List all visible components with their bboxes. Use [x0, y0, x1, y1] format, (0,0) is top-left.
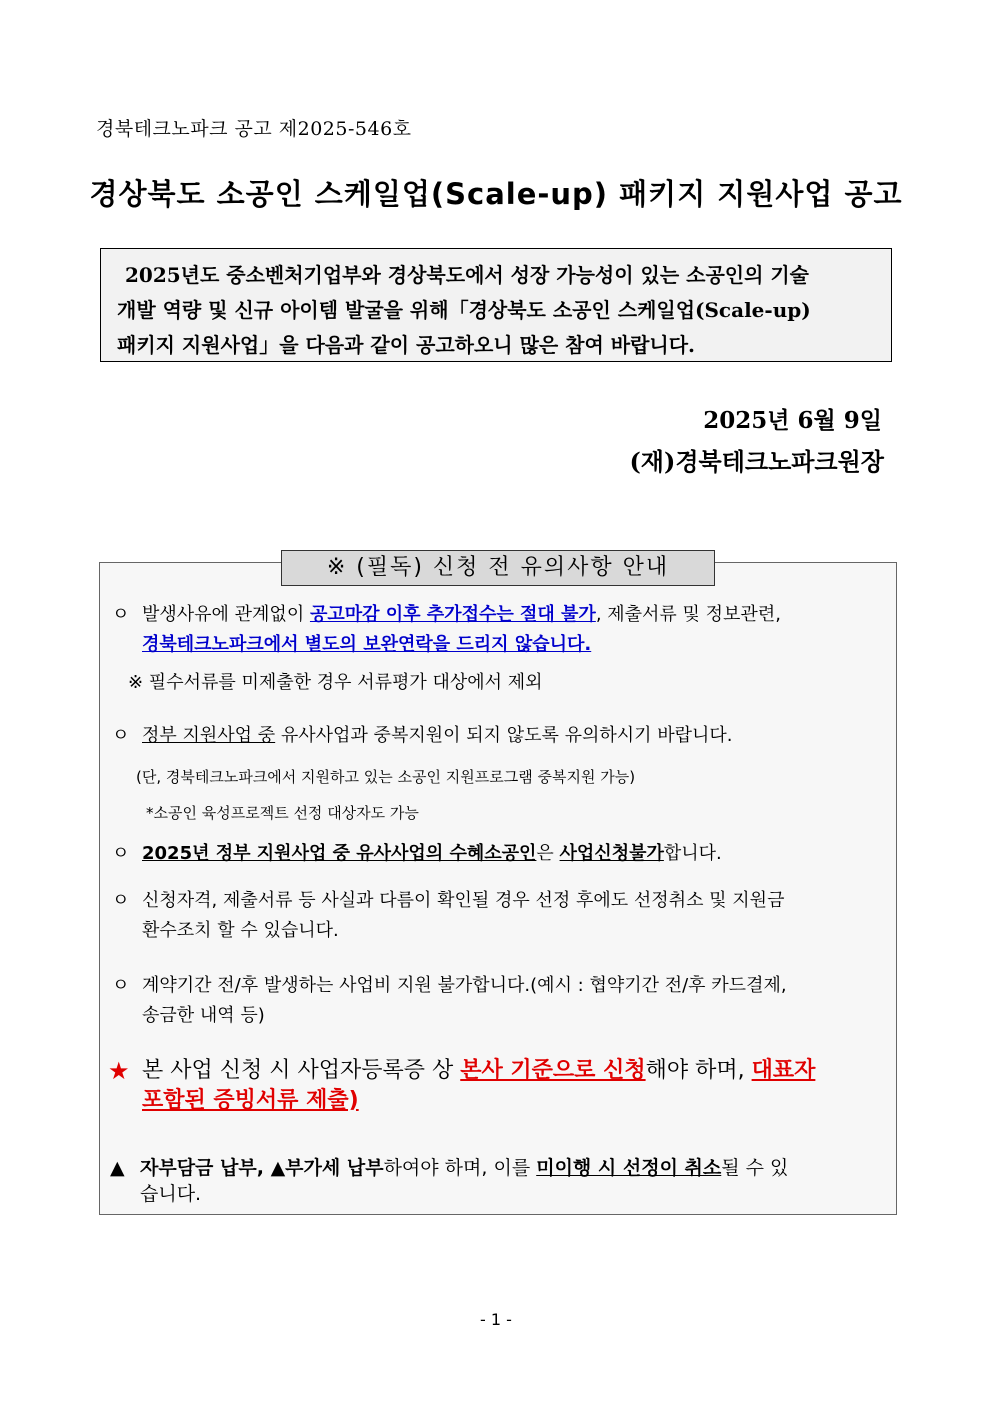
item3-mid: 은: [536, 843, 560, 864]
item3-rest: 합니다.: [663, 843, 722, 864]
item3-highlight-2: 사업신청불가: [559, 843, 664, 864]
item6-mid: 해야 하며,: [645, 1058, 752, 1083]
caution-item-7: [110, 1155, 888, 1211]
triangle-icon: ▲: [110, 1157, 125, 1179]
item6-highlight-2b: 포함된 증빙서류 제출): [142, 1088, 359, 1113]
item2-rest: 유사사업과 중복지원이 되지 않도록 유의하시기 바랍니다.: [275, 725, 733, 746]
intro-line-3: 패키지 지원사업」을 다음과 같이 공고하오니 많은 참여 바랍니다.: [117, 333, 696, 357]
item2-underlined: 정부 지원사업 중: [142, 725, 276, 746]
intro-box: [100, 248, 892, 362]
item1-pre: 발생사유에 관계없이: [142, 604, 310, 625]
item7-highlight-2: 미이행 시 선정이 취소: [536, 1157, 722, 1179]
caution-note-2: (단, 경북테크노파크에서 지원하고 있는 소공인 지원프로그램 중복지원 가능): [136, 768, 636, 786]
item6-highlight-2a: 대표자: [751, 1058, 816, 1083]
intro-line-1: 2025년도 중소벤처기업부와 경상북도에서 성장 가능성이 있는 소공인의 기술: [125, 263, 810, 287]
item6-pre: 본 사업 신청 시 사업자등록증 상: [142, 1058, 461, 1083]
star-icon: ★: [108, 1057, 130, 1085]
bullet-circle: ㅇ: [112, 890, 130, 911]
bullet-circle: ㅇ: [112, 604, 130, 625]
item1-mid: , 제출서류 및 정보관련,: [595, 604, 781, 625]
item7-highlight-1: 자부담금 납부, ▲부가세 납부: [140, 1157, 384, 1179]
item7-line-2: 습니다.: [140, 1183, 202, 1205]
item7-mid: 하여야 하며, 이를: [383, 1157, 537, 1179]
item1-highlight-1: 공고마감 이후 추가접수는 절대 불가: [309, 604, 596, 625]
caution-item-3: [112, 839, 888, 869]
bullet-circle: ㅇ: [112, 725, 130, 746]
item6-highlight-1: 본사 기준으로 신청: [460, 1058, 646, 1083]
item4-line-2: 환수조치 할 수 있습니다.: [142, 920, 339, 941]
bullet-circle: ㅇ: [112, 843, 130, 864]
bullet-circle: ㅇ: [112, 975, 130, 996]
item7-rest: 될 수 있: [721, 1157, 789, 1179]
announcement-date: 2025년 6월 9일: [703, 407, 882, 434]
caution-note-3: *소공인 육성프로젝트 선정 대상자도 가능: [146, 804, 419, 822]
intro-line-2: 개발 역량 및 신규 아이템 발굴을 위해「경상북도 소공인 스케일업(Scale-up): [117, 298, 811, 322]
notice-number: 경북테크노파크 공고 제2025-546호: [96, 118, 412, 140]
item5-line-2: 송금한 내역 등): [142, 1005, 265, 1026]
caution-item-1: [112, 600, 888, 660]
caution-note-1: ※ 필수서류를 미제출한 경우 서류평가 대상에서 제외: [128, 672, 543, 693]
issuing-organization: (재)경북테크노파크원장: [629, 447, 884, 476]
caution-item-5: [112, 971, 888, 1031]
caution-item-2: [112, 721, 888, 751]
caution-item-6: [108, 1056, 888, 1120]
item5-line-1: 계약기간 전/후 발생하는 사업비 지원 불가합니다.(예시 : 협약기간 전/후 카드결제,: [142, 975, 787, 996]
item4-line-1: 신청자격, 제출서류 등 사실과 다름이 확인될 경우 선정 후에도 선정취소 및 지원금: [142, 890, 785, 911]
caution-item-4: [112, 886, 888, 946]
item3-highlight-1: 2025년 정부 지원사업 중 유사사업의 수혜소공인: [142, 843, 537, 864]
page-number: - 1 -: [480, 1310, 512, 1329]
document-title: 경상북도 소공인 스케일업(Scale-up) 패키지 지원사업 공고: [89, 177, 903, 211]
item1-highlight-2: 경북테크노파크에서 별도의 보완연락을 드리지 않습니다.: [142, 634, 592, 655]
caution-title: ※ (필독) 신청 전 유의사항 안내: [281, 550, 715, 586]
